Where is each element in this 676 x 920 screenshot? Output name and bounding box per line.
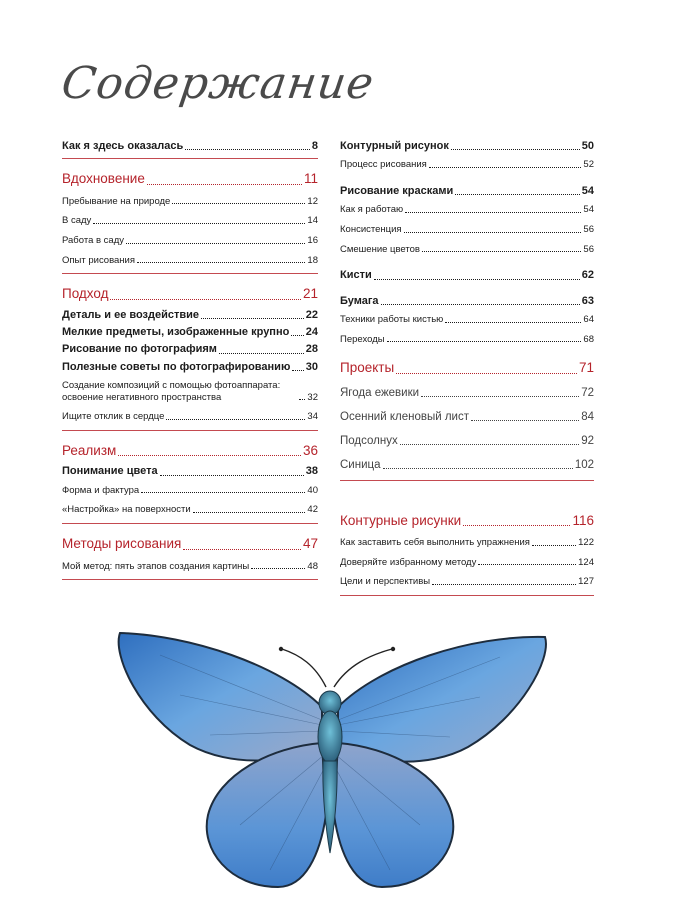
toc-entry-page: 47	[302, 536, 318, 552]
toc-entry-page: 16	[307, 235, 318, 247]
dot-leader	[172, 203, 305, 204]
dot-leader	[251, 568, 305, 569]
toc-entry-работа-в-саду[interactable]	[62, 231, 318, 251]
toc-entry-page: 54	[581, 184, 594, 197]
toc-entry-page: 92	[581, 434, 594, 447]
toc-entry-page: 68	[583, 333, 594, 345]
dot-leader	[383, 468, 573, 469]
dot-leader	[421, 396, 579, 397]
toc-entry-настройка-на-поверхности[interactable]	[62, 500, 318, 520]
toc-entry-title: Техники работы кистью	[340, 313, 444, 325]
toc-entry-page: 22	[305, 308, 318, 321]
toc-entry-page: 52	[583, 159, 594, 171]
toc-entry-title: Подход	[62, 286, 109, 302]
toc-entry-мой-метод-пять-этапов-создания-картины[interactable]	[62, 557, 318, 577]
toc-entry-page: 36	[302, 443, 318, 459]
section-spacer	[340, 490, 594, 510]
toc-entry-title: Полезные советы по фотографированию	[62, 360, 291, 373]
toc-entry-title: Подсолнух	[340, 434, 398, 447]
toc-entry-реализм[interactable]	[62, 440, 318, 463]
page-title: Содержание	[58, 58, 378, 109]
toc-entry-title: Форма и фактура	[62, 484, 140, 496]
dot-leader	[185, 149, 310, 150]
toc-entry-деталь-и-ее-воздействие[interactable]	[62, 307, 318, 324]
toc-entry-title: Рисование по фотографиям	[62, 343, 217, 356]
toc-entry-опыт-рисования[interactable]	[62, 251, 318, 271]
toc-section	[340, 183, 594, 259]
toc-entry-форма-и-фактура[interactable]	[62, 481, 318, 501]
toc-entry-цели-и-перспективы[interactable]	[340, 572, 594, 592]
toc-entry-title: Как заставить себя выполнить упражнения	[340, 537, 530, 549]
dot-leader	[299, 399, 305, 400]
dot-leader	[404, 232, 582, 233]
dot-leader	[396, 373, 577, 374]
toc-entry-ищите-отклик-в-сердце[interactable]	[62, 407, 318, 427]
toc-entry-page: 28	[305, 343, 318, 356]
toc-column-left	[62, 138, 318, 589]
dot-leader	[381, 304, 580, 305]
toc-entry-создание-композиций-с-помощью-фотоаппарата-освоение-негативного-пространства[interactable]	[62, 376, 318, 407]
toc-section	[340, 293, 594, 350]
toc-entry-title: Смешение цветов	[340, 243, 420, 255]
dot-leader	[160, 475, 304, 476]
dot-leader	[429, 167, 582, 168]
toc-entry-контурный-рисунок[interactable]	[340, 138, 594, 155]
toc-entry-title: Процесс рисования	[340, 159, 427, 171]
toc-entry-подсолнух[interactable]	[340, 429, 594, 453]
toc-entry-подход[interactable]	[62, 283, 318, 306]
toc-entry-page: 24	[305, 326, 318, 339]
toc-section	[62, 440, 318, 524]
toc-entry-title: Ягода ежевики	[340, 386, 420, 399]
dot-leader	[126, 243, 305, 244]
toc-entry-page: 30	[305, 360, 318, 373]
toc-entry-бумага[interactable]	[340, 293, 594, 310]
toc-entry-вдохновение[interactable]	[62, 168, 318, 191]
toc-section	[340, 357, 594, 481]
dot-leader	[532, 545, 576, 546]
toc-entry-title: Работа в саду	[62, 235, 125, 247]
toc-section	[340, 138, 594, 175]
toc-entry-контурные-рисунки[interactable]	[340, 510, 594, 533]
dot-leader	[387, 341, 582, 342]
toc-entry-page: 54	[583, 204, 594, 216]
dot-leader	[147, 184, 302, 185]
toc-entry-page: 48	[307, 560, 318, 572]
toc-entry-как-я-работаю[interactable]	[340, 200, 594, 220]
toc-entry-мелкие-предметы-изображенные-крупно[interactable]	[62, 324, 318, 341]
toc-entry-процесс-рисования[interactable]	[340, 155, 594, 175]
dot-leader	[432, 584, 576, 585]
toc-entry-title: Мелкие предметы, изображенные крупно	[62, 326, 290, 339]
toc-entry-title: Ищите отклик в сердце	[62, 411, 165, 423]
toc-entry-title: Пребывание на природе	[62, 195, 171, 207]
toc-entry-page: 21	[302, 286, 318, 302]
toc-entry-title: Контурные рисунки	[340, 512, 462, 528]
toc-entry-title: Доверяйте избранному методу	[340, 556, 477, 568]
toc-entry-page: 62	[581, 269, 594, 282]
dot-leader	[455, 194, 580, 195]
toc-section	[62, 138, 318, 159]
dot-leader	[422, 251, 581, 252]
toc-entry-title: Кисти	[340, 269, 372, 282]
toc-entry-page: 72	[581, 386, 594, 399]
toc-entry-title: Консистенция	[340, 223, 402, 235]
toc-entry-page: 32	[307, 391, 318, 403]
toc-section	[62, 168, 318, 274]
toc-entry-page: 122	[578, 537, 594, 549]
toc-section	[340, 267, 594, 284]
toc-entry-page: 127	[578, 576, 594, 588]
toc-entry-title: Цели и перспективы	[340, 576, 431, 588]
toc-entry-проекты[interactable]	[340, 357, 594, 380]
toc-entry-title: Понимание цвета	[62, 465, 158, 478]
toc-entry-как-я-здесь-оказалась[interactable]	[62, 138, 318, 155]
dot-leader	[291, 335, 303, 336]
toc-entry-page: 64	[583, 313, 594, 325]
toc-entry-title: Методы рисования	[62, 536, 182, 552]
toc-entry-page: 50	[581, 140, 594, 152]
toc-entry-title: Как я здесь оказалась	[62, 140, 184, 152]
dot-leader	[183, 549, 301, 550]
dot-leader	[471, 420, 579, 421]
toc-entry-title: Деталь и ее воздействие	[62, 308, 200, 321]
toc-entry-title: Синица	[340, 458, 381, 471]
dot-leader	[451, 149, 580, 150]
dot-leader	[292, 370, 303, 371]
toc-entry-смешение-цветов[interactable]	[340, 240, 594, 260]
butterfly-icon	[100, 625, 560, 895]
toc-entry-кисти[interactable]	[340, 267, 594, 284]
dot-leader	[374, 279, 580, 280]
toc-entry-переходы[interactable]	[340, 330, 594, 350]
toc-entry-page: 56	[583, 243, 594, 255]
toc-entry-техники-работы-кистью[interactable]	[340, 310, 594, 330]
toc-entry-page: 38	[305, 465, 318, 478]
toc-entry-page: 124	[578, 556, 594, 568]
toc-entry-page: 18	[307, 254, 318, 266]
toc-entry-title: Создание композиций с помощью фотоаппарата: освоение негативного пространства	[62, 380, 281, 403]
dot-leader	[141, 492, 305, 493]
toc-section	[62, 283, 318, 431]
toc-column-right	[340, 138, 594, 605]
toc-entry-page: 8	[311, 140, 318, 152]
toc-entry-title: Как я работаю	[340, 204, 404, 216]
toc-entry-понимание-цвета[interactable]	[62, 463, 318, 480]
toc-entry-page: 56	[583, 223, 594, 235]
dot-leader	[201, 318, 304, 319]
dot-leader	[110, 299, 300, 300]
toc-entry-title: Вдохновение	[62, 171, 145, 187]
toc-entry-page: 63	[581, 294, 594, 307]
dot-leader	[93, 223, 305, 224]
toc-entry-ягода-ежевики[interactable]	[340, 381, 594, 405]
dot-leader	[478, 564, 576, 565]
toc-section	[340, 510, 594, 596]
dot-leader	[137, 262, 305, 263]
toc-entry-как-заставить-себя-выполнить-упражнения[interactable]	[340, 533, 594, 553]
toc-entry-title: «Настройка» на поверхности	[62, 504, 191, 516]
toc-entry-page: 102	[574, 458, 594, 471]
toc-entry-рисование-по-фотографиям[interactable]	[62, 341, 318, 358]
toc-entry-title: Осенний кленовый лист	[340, 410, 469, 423]
toc-entry-page: 40	[307, 484, 318, 496]
toc-entry-title: Контурный рисунок	[340, 140, 449, 152]
toc-entry-title: Реализм	[62, 443, 117, 459]
toc-entry-page: 14	[307, 215, 318, 227]
toc-entry-осенний-кленовый-лист[interactable]	[340, 405, 594, 429]
toc-entry-page: 12	[307, 195, 318, 207]
toc-entry-консистенция[interactable]	[340, 220, 594, 240]
dot-leader	[166, 419, 305, 420]
toc-entry-page: 84	[581, 410, 594, 423]
toc-entry-page: 34	[307, 411, 318, 423]
toc-entry-title: Опыт рисования	[62, 254, 136, 266]
dot-leader	[405, 212, 581, 213]
toc-entry-title: Мой метод: пять этапов создания картины	[62, 560, 250, 572]
dot-leader	[445, 322, 581, 323]
dot-leader	[219, 353, 304, 354]
toc-section	[62, 533, 318, 580]
toc-entry-полезные-советы-по-фотографированию[interactable]	[62, 359, 318, 376]
toc-entry-title: Бумага	[340, 294, 379, 307]
toc-entry-title: Переходы	[340, 333, 385, 345]
toc-entry-синица[interactable]	[340, 453, 594, 477]
toc-entry-пребывание-на-природе[interactable]	[62, 192, 318, 212]
dot-leader	[400, 444, 580, 445]
toc-entry-page: 71	[578, 360, 594, 376]
toc-entry-методы-рисования[interactable]	[62, 533, 318, 556]
toc-entry-доверяйте-избранному-методу[interactable]	[340, 553, 594, 573]
toc-entry-title: В саду	[62, 215, 92, 227]
toc-entry-page: 42	[307, 504, 318, 516]
toc-entry-page: 11	[303, 171, 318, 187]
dot-leader	[118, 455, 301, 456]
toc-entry-рисование-красками[interactable]	[340, 183, 594, 200]
toc-entry-title: Рисование красками	[340, 184, 454, 197]
dot-leader	[193, 512, 306, 513]
toc-entry-page: 116	[572, 512, 594, 528]
toc-entry-title: Проекты	[340, 360, 395, 376]
dot-leader	[463, 525, 570, 526]
toc-entry-в-саду[interactable]	[62, 211, 318, 231]
